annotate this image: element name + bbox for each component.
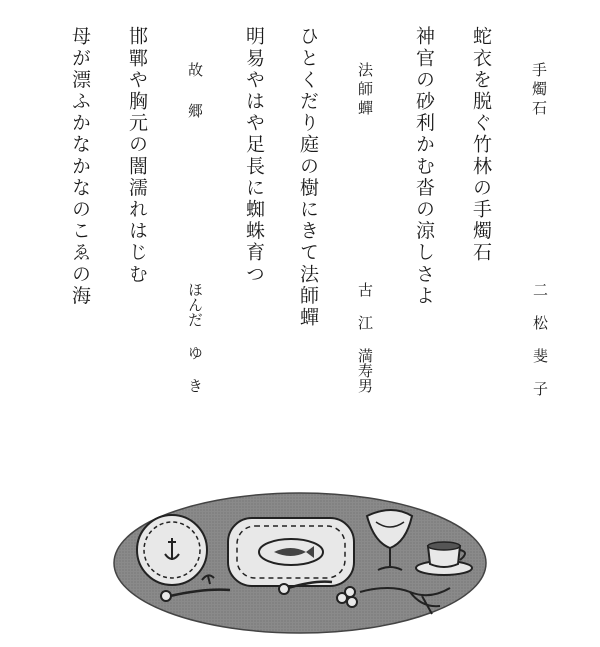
haiku-line: ひとくだり庭の樹にきて法師蟬 (297, 26, 319, 329)
section-title-1: 手燭石 (530, 62, 548, 119)
section-title-2: 法師蟬 (356, 62, 374, 119)
author-name-2: 古 江 満寿男 (356, 282, 374, 393)
section-title-3: 故 郷 (186, 62, 204, 122)
haiku-line: 神官の砂利かむ沓の涼しさよ (413, 26, 435, 307)
haiku-line: 明易やはや足長に蜘蛛育つ (243, 26, 265, 286)
author-name-1: 二 松 斐 子 (531, 282, 549, 396)
haiku-line: 邯鄲や胸元の闇濡れはじむ (126, 26, 148, 286)
tableware-illustration (110, 488, 490, 638)
author-name-3: ほんだ ゆ き (186, 282, 204, 393)
haiku-line: 母が漂ふかなかなのこゑの海 (69, 26, 91, 307)
haiku-line: 蛇衣を脱ぐ竹林の手燭石 (470, 26, 492, 264)
round-plate-icon (137, 515, 207, 585)
oval-platter-icon (228, 518, 354, 586)
